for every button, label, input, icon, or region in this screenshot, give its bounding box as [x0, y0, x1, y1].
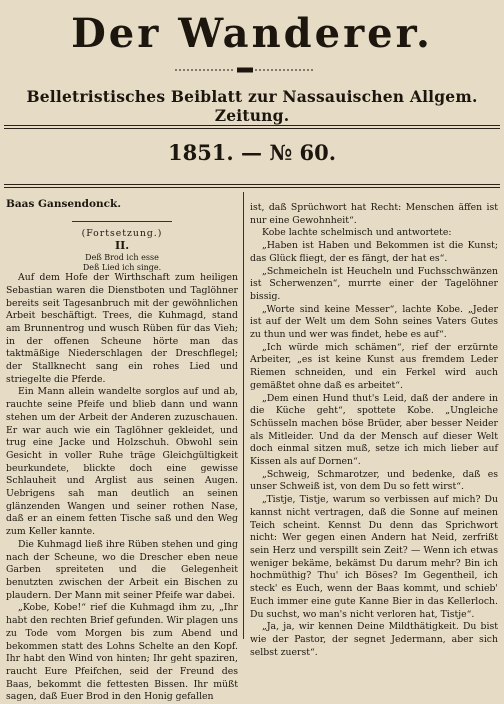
article-title-rule: [72, 221, 172, 222]
paragraph: Kobe lachte schelmisch und antwortete:: [262, 227, 452, 239]
paragraph: Die Kuhmagd ließ ihre Rüben stehen und ging nach der Scheune, wo die Drescher eben neue Garben spreiteten und die Gelegenheit benutzten zwischen der Arbeit ein Bischen zu plaudern. Der Mann mit seiner Pfeife war dabei.: [6, 538, 238, 601]
paragraph: „Tistje, Tistje, warum so verbissen auf mich? Du kannst nicht vertragen, daß die Sonne auf meinen Teich scheint. Kennst Du denn das Sprichwort nicht: Wer gegen einen Andern hat Neid, zerfrißt sein Herz und verspillt sein Zeit? — Wenn ich etwas weniger bekäme, bekämst Du darum mehr? Bin ich hochmüthig? Thu' ich Böses? Im Gegentheil, ich steck' es Euch, wenn der Baas kommt, und schieb' Euch immer eine gute Kanne Bier in das Kellerloch. Du suchst, wo man's nicht verloren hat, Tistje“.: [250, 494, 498, 620]
right-column: [250, 202, 498, 659]
paragraph: „Dem einen Hund thut's Leid, daß der andere in die Küche geht“, spottete Kobe. „Ungleiche Schüsseln machen böse Brüder, aber besser Neider als Mitleider. Und da der Mensch auf dieser Welt doch einmal sitzen muß, setze ich mich lieber auf Kissen als auf Dornen“.: [250, 392, 498, 468]
masthead-title: Der Wanderer.: [71, 10, 433, 57]
column-divider: [243, 192, 244, 639]
masthead-subtitle: Belletristisches Beiblatt zur Nassauischen Allgem. Zeitung.: [26, 87, 478, 125]
article-title: Baas Gansendonck.: [6, 198, 121, 210]
rule-top-double: [4, 128, 500, 129]
paragraph: „Schmeicheln ist Heucheln und Fuchsschwänzen ist Scherwenzen“, murrte einer der Tagelöhner bissig.: [250, 265, 498, 302]
motto-line: Deß Brod ich esse: [85, 253, 159, 263]
left-column: [6, 196, 238, 704]
motto-line: Deß Lied ich singe.: [82, 262, 162, 272]
chapter-number: II.: [114, 239, 130, 253]
paragraph: „Haben ist Haben und Bekommen ist die Kunst; das Glück fliegt, der es fängt, der hat es“.: [250, 240, 498, 264]
ornament-divider: [175, 67, 315, 73]
paragraph: Auf dem Hofe der Wirthschaft zum heiligen Sebastian waren die Dienstboten und Taglöhner bereits seit Tagesanbruch mit der gewöhnlichen Arbeit beschäftigt. Trees, die Kuhmagd, stand am Brunnentrog und wusch Rüben für das Vieh; in der offenen Scheune hörte man das taktmäßige Niederschlagen der Dreschflegel; der Stallknecht sang ein rohes Lied und striegelte die Pferde.: [6, 272, 238, 385]
continuation-note: (Fortsetzung.): [81, 227, 163, 239]
rule-top: [4, 125, 500, 126]
paragraph: „Worte sind keine Messer“, lachte Kobe. „Jeder ist auf der Welt um dem Sohn seines Vaters Gutes zu thun und wer was findet, hebe es auf“.: [250, 303, 498, 341]
paragraph: „Kobe, Kobe!“ rief die Kuhmagd ihm zu, „Ihr habt den rechten Brief gefunden. Wir plagen uns zu Tode vom Morgen bis zum Abend und bekommen statt des Lohns Schelte an den Kopf. Ihr habt den Wind von hinten; Ihr geht spaziren, raucht Eure Pfeifchen, seid der Freund des Baas, bekommt die fettesten Bissen. Ihr müßt sagen, daß Euer Brod in den Honig gefallen: [6, 602, 238, 703]
issue-line: 1851. — № 60.: [167, 140, 337, 165]
rule-bottom: [4, 184, 500, 185]
paragraph: Ein Mann allein wandelte sorglos auf und ab, rauchte seine Pfeife und blieb dann und wann stehen um der Arbeit der Anderen zuzuschauen. Er war auch wie ein Taglöhner gekleidet, und trug eine Jacke und Holzschuh. Obwohl sein Gesicht in voller Ruhe träge Gleichgültigkeit beurkundete, blickte doch eine gewisse Schlauheit und Arglist aus seinen Augen. Uebrigens sah man deutlich an seinen glänzenden Wangen und seiner rothen Nase, daß er an einem fetten Tische saß und den Weg zum Keller kannte.: [6, 386, 238, 538]
paragraph: „Ja, ja, wir kennen Deine Mildthätigkeit. Du bist wie der Pastor, der segnet Jedermann, aber sich selbst zuerst“.: [250, 621, 498, 658]
paragraph: ist, daß Sprüchwort hat Recht: Menschen äffen ist nur eine Gewohnheit“.: [250, 202, 498, 226]
paragraph: „Ich würde mich schämen“, rief der erzürnte Arbeiter, „es ist keine Kunst aus fremdem Leder Riemen schneiden, und ein Ferkel wird auch gemäßtet ohne daß es arbeitet“.: [250, 341, 498, 391]
paragraph: „Schweig, Schmarotzer, und bedenke, daß es unser Schweiß ist, von dem Du so fett wirst“.: [250, 468, 498, 493]
rule-bottom-double: [4, 187, 500, 188]
